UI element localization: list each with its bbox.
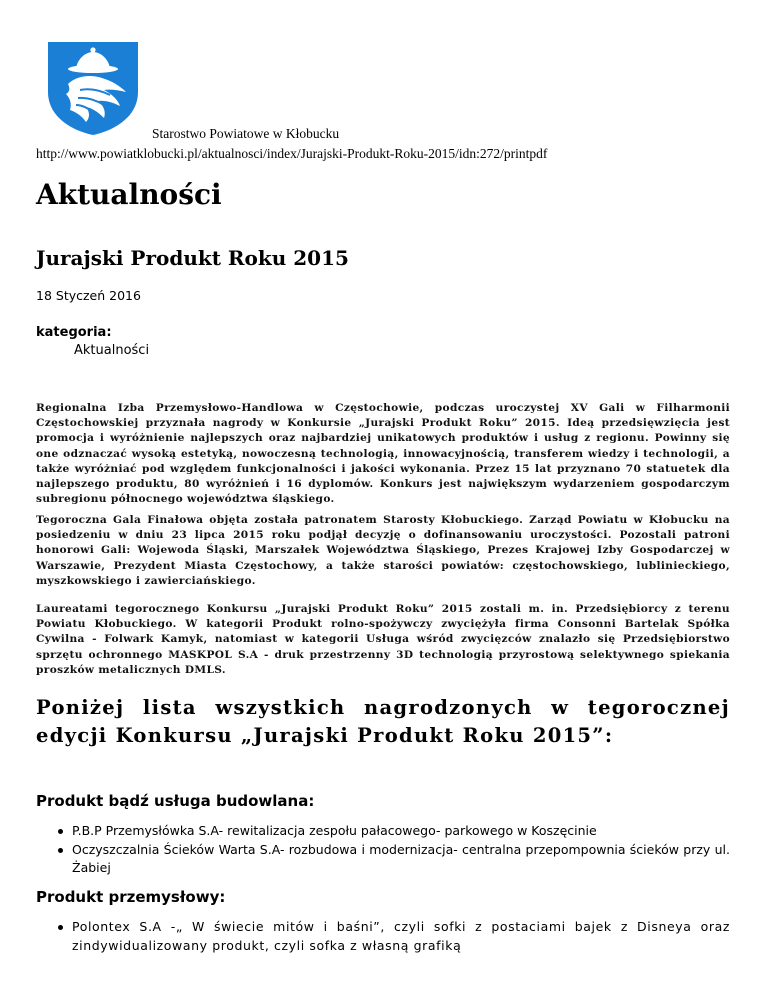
section-title: Aktualności — [36, 178, 222, 211]
category-value: Aktualności — [74, 343, 150, 358]
article-paragraph-3: Laureatami tegorocznego Konkursu „Jurajski Produkt Roku” 2015 zostali m. in. Przedsiębiorcy z terenu Powiatu Kłobuckiego. W kategorii Produkt rolno-spożywczy zwyciężyła firma Consonni Bartelak Spółka Cywilna - Folwark Kamyk, natomiast w kategorii Usługa wśród zwycięzców znalazło się Przedsiębiorstwo sprzętu ochronnego MASKPOL S.A - druk przestrzenny 3D technologią przyrostową selektywnego spiekania proszków metalicznych DMLS. — [36, 603, 730, 676]
page-url: http://www.powiatklobucki.pl/aktualnosci/index/Jurajski-Produkt-Roku-2015/idn:272/printpdf — [36, 146, 548, 161]
winners-list-industrial — [36, 918, 730, 955]
list-item — [72, 918, 730, 955]
bullet-icon — [58, 925, 63, 930]
bullet-icon — [58, 829, 63, 834]
list-item-text: Oczyszczalnia Ścieków Warta S.A- rozbudowa i modernizacja- centralna przepompownia ścieków przy ul. Żabiej — [72, 841, 730, 875]
print-header — [36, 124, 732, 164]
list-item — [72, 841, 730, 878]
organization-name: Starostwo Powiatowe w Kłobucku — [152, 126, 340, 141]
winners-list-building — [36, 822, 730, 878]
category-title-industrial: Produkt przemysłowy: — [36, 888, 226, 906]
category-label: kategoria: — [36, 325, 112, 340]
winners-list-heading: Poniżej lista wszystkich nagrodzonych w tegorocznej edycji Konkursu „Jurajski Produkt Roku 2015”: — [36, 696, 730, 747]
article-title: Jurajski Produkt Roku 2015 — [36, 246, 349, 270]
article-date: 18 Styczeń 2016 — [36, 288, 141, 303]
list-item-text: P.B.P Przemysłówka S.A- rewitalizacja zespołu pałacowego- parkowego w Koszęcinie — [72, 823, 597, 838]
article-paragraph-2: Tegoroczna Gala Finałowa objęta została patronatem Starosty Kłobuckiego. Zarząd Powiatu w Kłobucku na posiedzeniu w dniu 23 lipca 2015 roku podjął decyzję o dofinansowaniu uroczystości. Pozostali patroni honorowi Gali: Wojewoda Śląski, Marszałek Województwa Śląskiego, Prezes Krajowej Izby Gospodarczej w Warszawie, Prezydent Miasta Częstochowy, a także starości powiatów: częstochowskiego, lublinieckiego, myszkowskiego i zawierciańskiego. — [36, 514, 730, 587]
list-item — [72, 822, 730, 841]
article-paragraph-1: Regionalna Izba Przemysłowo-Handlowa w Częstochowie, podczas uroczystej XV Gali w Filharmonii Częstochowskiej przyznała nagrody w Konkursie „Jurajski Produkt Roku” 2015. Ideą przedsięwzięcia jest promocja i wyróżnienie najlepszych oraz najbardziej unikatowych produktów i usług z regionu. Powinny się one odznaczać wysoką estetyką, nowoczesną technologią, innowacyjnością, transferem wiedzy i technologii, a także wyróżniać pod względem funkcjonalności i jakości wykonania. Przez 15 lat przyznano 70 statuetek dla najlepszego produktu, 80 wyróżnień i 16 dyplomów. Konkurs jest największym wydarzeniem gospodarczym subregionu północnego województwa śląskiego. — [36, 402, 730, 506]
list-item-text: Polontex S.A -„ W świecie mitów i baśni”, czyli sofki z postaciami bajek z Disneya oraz zindywidualizowany produkt, czyli sofka z własną grafiką — [72, 919, 730, 953]
category-title-building: Produkt bądź usługa budowlana: — [36, 792, 315, 810]
coat-of-arms-icon — [46, 40, 140, 136]
bullet-icon — [58, 848, 63, 853]
